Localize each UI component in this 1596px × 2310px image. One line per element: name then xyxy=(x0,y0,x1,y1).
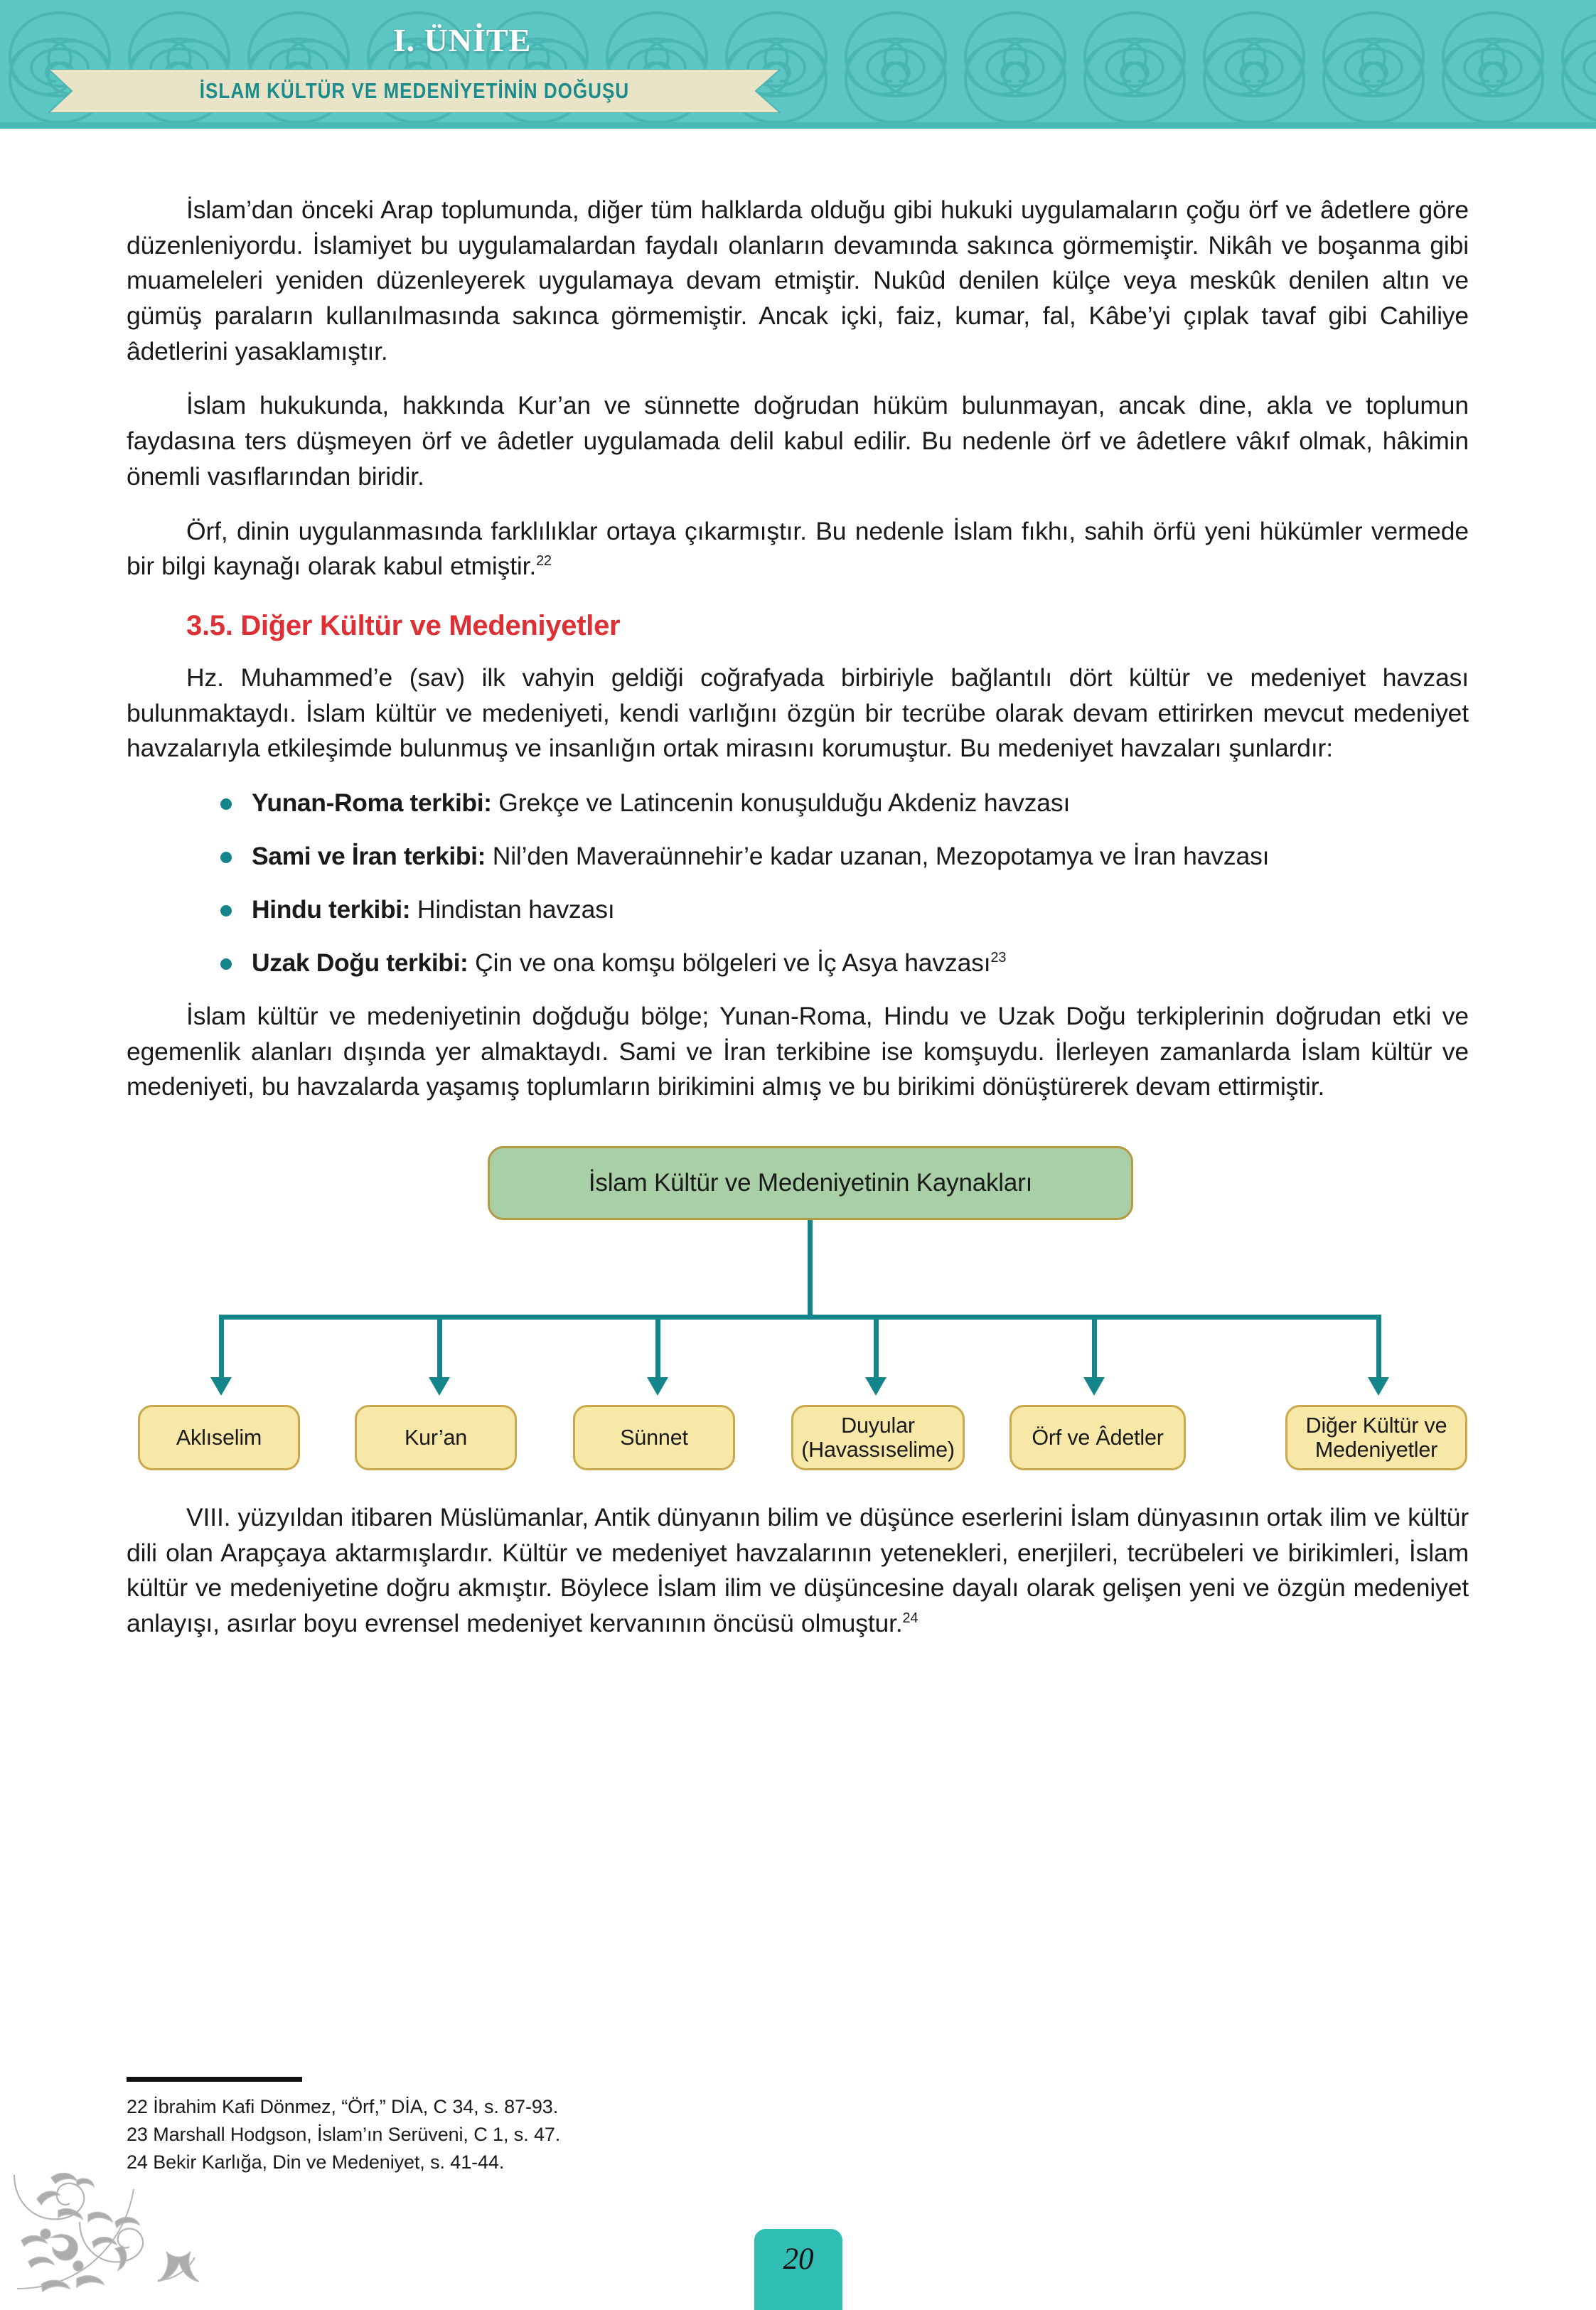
diagram-arrow-4 xyxy=(865,1377,887,1396)
diagram-branch-line-1 xyxy=(219,1315,224,1377)
diagram-stem-vertical xyxy=(808,1220,813,1318)
diagram-arrow-6 xyxy=(1368,1377,1389,1396)
diagram-bus-horizontal xyxy=(219,1315,1381,1320)
list-item-term: Hindu terkibi: xyxy=(252,894,411,924)
diagram-arrow-3 xyxy=(647,1377,668,1396)
main-content xyxy=(127,193,1469,1661)
diagram-leaf-node-kuran xyxy=(355,1405,517,1470)
diagram-branch-line-6 xyxy=(1376,1315,1381,1377)
list-item-desc: Hindistan havzası xyxy=(410,894,615,924)
diagram-leaf-label: Duyular xyxy=(841,1413,915,1438)
list-item-desc: Çin ve ona komşu bölgeleri ve İç Asya havzası xyxy=(468,948,991,977)
list-item-desc: Grekçe ve Latincenin konuşulduğu Akdeniz havzası xyxy=(491,788,1071,817)
diagram-leaf-label-line2: (Havassıselime) xyxy=(801,1437,955,1462)
bullet-dot-icon xyxy=(220,958,232,970)
footnote-ref-23: 23 xyxy=(990,950,1007,966)
list-item-desc: Nil’den Maveraünnehir’e kadar uzanan, Mezopotamya ve İran havzası xyxy=(486,841,1270,870)
diagram-leaf-label: Örf ve Âdetler xyxy=(1032,1425,1164,1450)
diagram-branch-line-3 xyxy=(655,1315,660,1377)
diagram-arrow-1 xyxy=(210,1377,232,1396)
list-item xyxy=(218,892,1469,927)
footnote-24: 24 Bekir Karlığa, Din ve Medeniyet, s. 41-44. xyxy=(127,2151,505,2173)
footnote-ref-22: 22 xyxy=(536,553,552,570)
bullet-dot-icon xyxy=(220,905,232,916)
page-number-badge xyxy=(754,2229,842,2310)
footnote-23: 23 Marshall Hodgson, İslam’ın Serüveni, C 1, s. 47. xyxy=(127,2124,561,2146)
section-heading-3-5: 3.5. Diğer Kültür ve Medeniyetler xyxy=(186,609,621,641)
floral-corner-ornament-icon xyxy=(9,2154,222,2310)
diagram-leaf-node-diger-kultur xyxy=(1285,1405,1467,1470)
diagram-leaf-label: Diğer Kültür ve xyxy=(1305,1413,1447,1438)
paragraph-6 xyxy=(127,1500,1469,1642)
unit-title-ribbon xyxy=(48,69,781,113)
diagram-root-node xyxy=(488,1146,1133,1220)
header-underline xyxy=(0,122,1596,129)
list-item xyxy=(218,786,1469,820)
diagram-leaf-node-duyular xyxy=(791,1405,965,1470)
diagram-branch-line-2 xyxy=(437,1315,442,1377)
footnote-ref-24: 24 xyxy=(902,1610,918,1627)
diagram-leaf-node-orf-ve-adetler xyxy=(1009,1405,1186,1470)
paragraph-1: İslam’dan önceki Arap toplumunda, diğer tüm halklarda olduğu gibi hukuki uygulamaların çoğu örf ve âdetlere göre düzenleniyordu. İslamiyet bu uygulamalardan faydalı olanların devamında sakınca görmemiştir. Nikâh ve boşanma gibi muameleleri yeniden düzenleyerek uygulamaya devam etmiştir. Nukûd denilen külçe veya meskûk denilen altın ve gümüş paraların kullanılmasında sakınca görmemiştir. Ancak içki, faiz, kumar, fal, Kâbe’yi çıplak tavaf gibi Cahiliye âdetlerini yasaklamıştır. xyxy=(127,196,1469,365)
paragraph-5: İslam kültür ve medeniyetinin doğduğu bölge; Yunan-Roma, Hindu ve Uzak Doğu terkiplerinin doğrudan etki ve egemenlik alanları dışında yer almaktaydı. Sami ve İran terkibine ise komşuydu. İlerleyen zamanlarda İslam kültür ve medeniyeti, bu havzalarda yaşamış toplumların birikimini almış ve bu birikimi dönüştürerek devam ettirmiştir. xyxy=(127,1001,1469,1101)
diagram-leaf-label-line2: Medeniyetler xyxy=(1314,1437,1438,1462)
unit-number-label: I. ÜNİTE xyxy=(392,22,532,58)
bullet-dot-icon xyxy=(220,852,232,863)
list-item xyxy=(218,946,1469,980)
page-number-text: 20 xyxy=(783,2242,814,2276)
footnote-block xyxy=(127,2077,1122,2176)
diagram-branch-line-5 xyxy=(1092,1315,1097,1377)
list-item-term: Yunan-Roma terkibi: xyxy=(252,788,492,817)
sources-diagram xyxy=(127,1133,1469,1489)
bullet-dot-icon xyxy=(220,798,232,810)
footnote-divider xyxy=(127,2077,302,2082)
paragraph-6-text: VIII. yüzyıldan itibaren Müslümanlar, Antik dünyanın bilim ve düşünce eserlerini İslam dünyasının ortak ilim ve kültür dili olan Arapçaya aktarmışlardır. Kültür ve medeniyet havzalarının yetenekleri, enerjileri, tecrübeleri ve birikimleri, İslam kültür ve medeniyetine doğru akmıştır. Böylece İslam ilim ve düşüncesine dayalı olarak gelişen yeni ve özgün medeniyet anlayışı, asırlar boyu evrensel medeniyet kervanının öncüsü olmuştur. xyxy=(127,1502,1469,1637)
diagram-root-label: İslam Kültür ve Medeniyetinin Kaynakları xyxy=(588,1169,1033,1197)
terkip-list xyxy=(127,786,1469,980)
diagram-leaf-node-sunnet xyxy=(573,1405,735,1470)
unit-title-text: İSLAM KÜLTÜR VE MEDENİYETİNİN DOĞUŞU xyxy=(199,78,630,103)
page-body xyxy=(0,129,1596,2310)
diagram-arrow-5 xyxy=(1083,1377,1105,1396)
diagram-leaf-label: Sünnet xyxy=(620,1425,688,1450)
paragraph-4: Hz. Muhammed’e (sav) ilk vahyin geldiği coğrafyada birbiriyle bağlantılı dört kültür ve medeniyet havzası bulunmaktaydı. İslam kültür ve medeniyeti, kendi varlığını özgün bir tecrübe olarak devam ettirirken mevcut medeniyet havzalarıyla etkileşimde bulunmuş ve insanlığın ortak mirasını korumuştur. Bu medeniyet havzaları şunlardır: xyxy=(127,663,1469,763)
footnote-22: 22 İbrahim Kafi Dönmez, “Örf,” DİA, C 34, s. 87-93. xyxy=(127,2096,559,2117)
list-item xyxy=(218,839,1469,874)
list-item-term: Uzak Doğu terkibi: xyxy=(252,948,468,977)
diagram-leaf-node-aklıselim xyxy=(138,1405,300,1470)
paragraph-3 xyxy=(127,514,1469,584)
list-item-term: Sami ve İran terkibi: xyxy=(252,841,486,870)
diagram-leaf-label: Aklıselim xyxy=(176,1425,262,1450)
diagram-leaf-label: Kur’an xyxy=(404,1425,468,1450)
diagram-arrow-2 xyxy=(429,1377,450,1396)
diagram-branch-line-4 xyxy=(874,1315,879,1377)
paragraph-2: İslam hukukunda, hakkında Kur’an ve sünnette doğrudan hüküm bulunmayan, ancak dine, akla ve toplumun faydasına ters düşmeyen örf ve âdetler uygulamada delil kabul edilir. Bu nedenle örf ve âdetlere vâkıf olmak, hâkimin önemli vasıflarından biridir. xyxy=(127,391,1469,491)
paragraph-3-text: Örf, dinin uygulanmasında farklılıklar ortaya çıkarmıştır. Bu nedenle İslam fıkhı, sahih örfü yeni hükümler vermede bir bilgi kaynağı olarak kabul etmiştir. xyxy=(127,516,1469,581)
